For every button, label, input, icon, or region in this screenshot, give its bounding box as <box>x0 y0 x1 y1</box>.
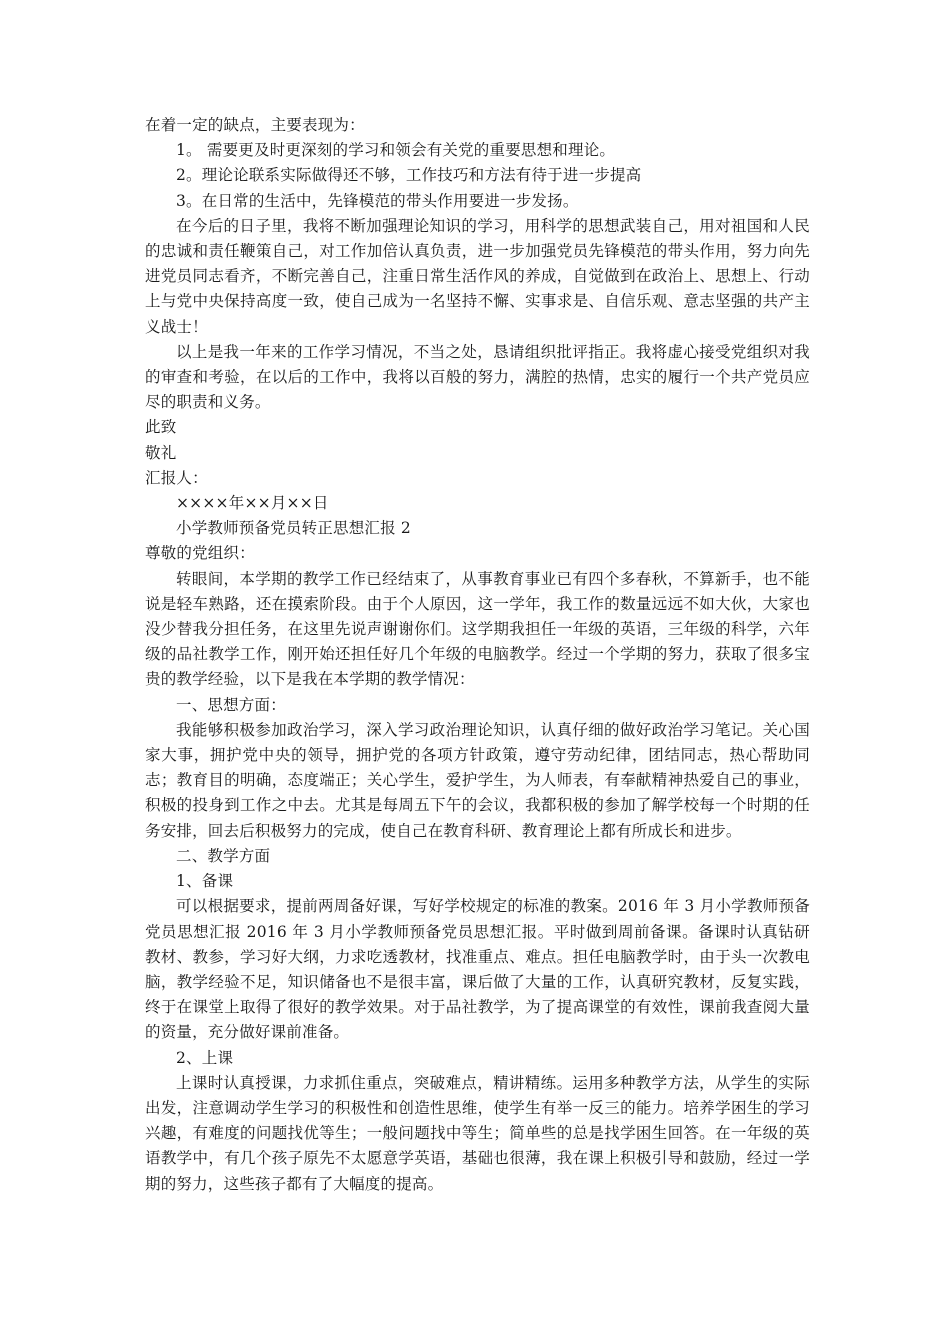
list-item: 2。理论论联系实际做得还不够，工作技巧和方法有待于进一步提高 <box>176 166 642 185</box>
section-heading: 一、思想方面： <box>176 695 286 714</box>
document-body <box>145 113 810 1197</box>
paragraph: 转眼间，本学期的教学工作已经结束了，从事教育事业已有四个多春秋，不算新手，也不能说是轻车熟路，还在摸索阶段。由于个人原因，这一学年，我工作的数量远远不如大伙，大家也没少替我分担任务，在这里先说声谢谢你们。这学期我担任一年级的英语，三年级的科学，六年级的品社教学工作，刚开始还担任好几个年级的电脑教学。经过一个学期的努力，获取了很多宝贵的教学经验，以下是我在本学期的教学情况： <box>145 569 810 689</box>
closing-salute: 敬礼 <box>145 443 177 462</box>
subsection-heading: 2、上课 <box>176 1048 234 1067</box>
salutation: 尊敬的党组织： <box>145 544 255 563</box>
paragraph: 上课时认真授课，力求抓住重点，突破难点，精讲精练。运用多种教学方法，从学生的实际出发，注意调动学生学习的积极性和创造性思维，使学生有举一反三的能力。培养学困生的学习兴趣，有难度的问题找优等生；一般问题找中等生；简单些的总是找学困生回答。在一年级的英语教学中，有几个孩子原先不太愿意学英语，基础也很薄，我在课上积极引导和鼓励，经过一学期的努力，这些孩子都有了大幅度的提高。 <box>145 1073 810 1193</box>
subsection-heading: 1、备课 <box>176 872 234 891</box>
paragraph: 我能够积极参加政治学习，深入学习政治理论知识，认真仔细的做好政治学习笔记。关心国家大事，拥护党中央的领导，拥护党的各项方针政策，遵守劳动纪律，团结同志，热心帮助同志；教育目的明确，态度端正；关心学生，爱护学生，为人师表，有奉献精神热爱自己的事业，积极的投身到工作之中去。尤其是每周五下午的会议，我都积极的参加了解学校每一个时期的任务安排，回去后积极努力的完成，使自己在教育科研、教育理论上都有所成长和进步。 <box>145 720 810 840</box>
section-heading: 二、教学方面 <box>176 846 271 865</box>
closing-line: 此致 <box>145 418 177 437</box>
list-item: 1。 需要更及时更深刻的学习和领会有关党的重要思想和理论。 <box>176 141 616 160</box>
reporter-label: 汇报人： <box>145 468 208 487</box>
list-item: 3。在日常的生活中，先锋模范的带头作用要进一步发扬。 <box>176 191 579 210</box>
paragraph: 在着一定的缺点，主要表现为： <box>145 116 365 134</box>
paragraph: 可以根据要求，提前两周备好课，写好学校规定的标准的教案。2016 年 3 月小学教师预备党员思想汇报 2016 年 3 月小学教师预备党员思想汇报。平时做到周前备课。备课时认真钻研教材、教参，学习好大纲，力求吃透教材，找准重点、难点。担任电脑教学时，由于头一次教电脑，教学经验不足，知识储备也不是很丰富，课后做了大量的工作，认真研究教材，反复实践，终于在课堂上取得了很好的教学效果。对于品社教学，为了提高课堂的有效性，课前我查阅大量的资量，充分做好课前准备。 <box>145 897 810 1042</box>
paragraph: 以上是我一年来的工作学习情况，不当之处，恳请组织批评指正。我将虚心接受党组织对我的审查和考验，在以后的工作中，我将以百般的努力，满腔的热情，忠实的履行一个共产党员应尽的职责和义务。 <box>145 342 810 412</box>
report-date: ××××年××月××日 <box>176 494 329 513</box>
section-title: 小学教师预备党员转正思想汇报 2 <box>176 519 411 538</box>
paragraph: 在今后的日子里，我将不断加强理论知识的学习，用科学的思想武装自己，用对祖国和人民的忠诚和责任鞭策自己，对工作加倍认真负责，进一步加强党员先锋模范的带头作用，努力向先进党员同志看齐，不断完善自己，注重日常生活作风的养成，自觉做到在政治上、思想上、行动上与党中央保持高度一致，使自己成为一名坚持不懈、实事求是、自信乐观、意志坚强的共产主义战士！ <box>145 216 810 336</box>
